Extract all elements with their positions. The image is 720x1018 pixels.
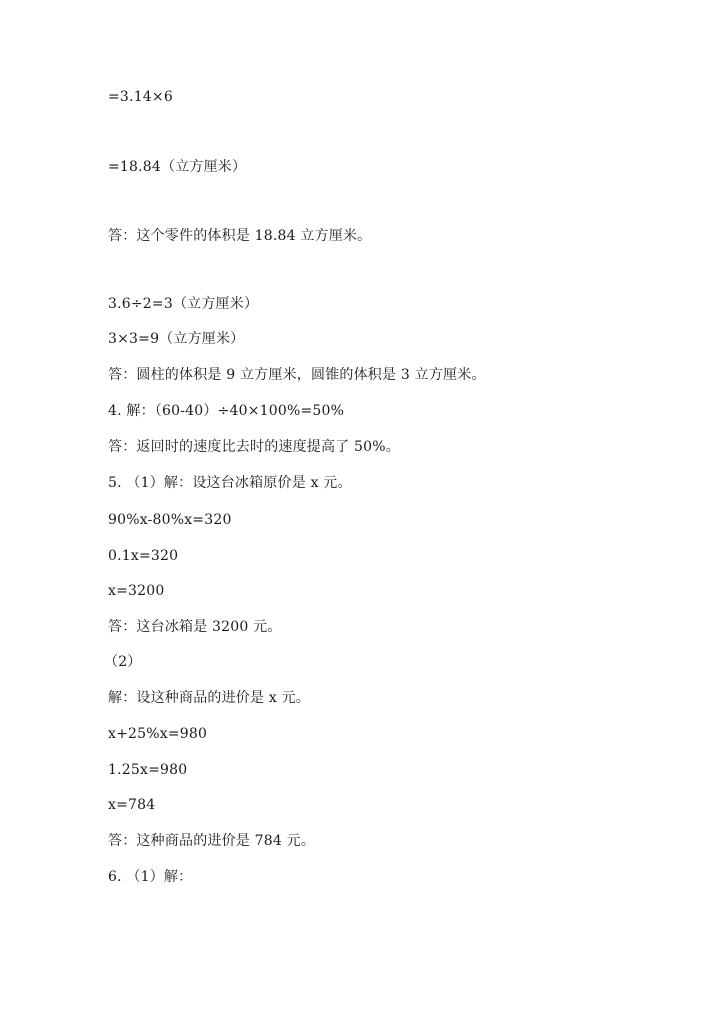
q5-part2-step: 1.25x=980 — [108, 762, 188, 778]
q5-part2-label: （2） — [104, 654, 142, 670]
q5-part1-step: 0.1x=320 — [108, 548, 179, 564]
step-multiply: =3.14×6 — [108, 89, 173, 105]
q5-part1-setup: 5. （1）解：设这台冰箱原价是 x 元。 — [108, 475, 352, 491]
step-cylinder-volume: 3×3=9（立方厘米） — [108, 331, 245, 347]
q5-part2-equation: x+25%x=980 — [108, 726, 208, 742]
step-cone-volume: 3.6÷2=3（立方厘米） — [108, 296, 259, 312]
answer-q5-part2: 答：这种商品的进价是 784 元。 — [108, 833, 316, 849]
answer-part-volume: 答：这个零件的体积是 18.84 立方厘米。 — [108, 228, 372, 244]
answer-q4: 答：返回时的速度比去时的速度提高了 50%。 — [108, 439, 400, 455]
q5-part1-equation: 90%x-80%x=320 — [108, 512, 232, 528]
q5-part2-setup: 解：设这种商品的进价是 x 元。 — [108, 690, 310, 706]
q6-part1-label: 6. （1）解： — [108, 869, 193, 885]
q5-part2-solution: x=784 — [108, 797, 156, 813]
answer-q5-part1: 答：这台冰箱是 3200 元。 — [108, 619, 282, 635]
step-result: =18.84（立方厘米） — [108, 159, 247, 175]
q4-solution: 4. 解：（60-40）÷40×100%=50% — [108, 403, 345, 419]
answer-cylinder-cone: 答：圆柱的体积是 9 立方厘米，圆锥的体积是 3 立方厘米。 — [108, 367, 486, 383]
q5-part1-solution: x=3200 — [108, 583, 165, 599]
